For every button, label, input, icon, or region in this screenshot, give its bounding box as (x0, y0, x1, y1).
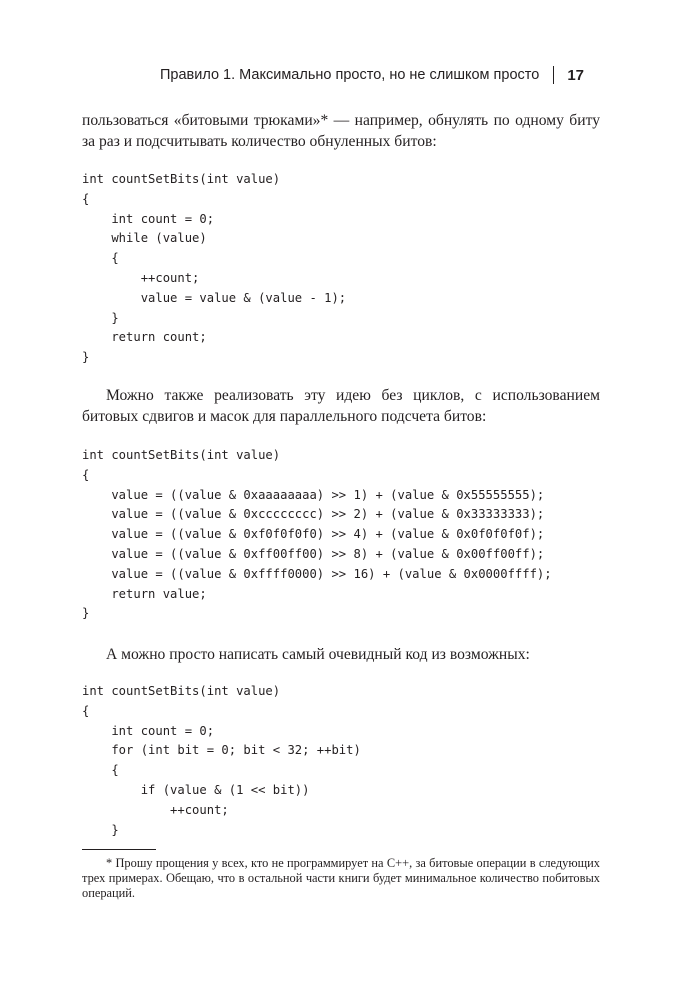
paragraph-parallel-count: Можно также реализовать эту идею без циклов, с использованием битовых сдвигов и масок для параллельного подсчета битов: (82, 387, 600, 425)
code-line: { (82, 191, 90, 206)
footnote: * Прошу прощения у всех, кто не программирует на C++, за битовые операции в следующих трех примерах. Обещаю, что в остальной части книги будет минимальное количество побитовых операций. (82, 856, 600, 900)
code-line: int count = 0; (82, 211, 215, 226)
page-number: 17 (567, 66, 584, 84)
code-line: return count; (82, 330, 207, 345)
footnote-divider (82, 849, 156, 850)
paragraph-bit-tricks: пользоваться «битовыми трюками»* — например, обнулять по одному биту за раз и подсчитывать количество обнуленных битов: (82, 112, 600, 150)
code-block-masks (82, 446, 552, 624)
code-line: int countSetBits(int value) (82, 172, 281, 186)
code-line: value = ((value & 0xf0f0f0f0) >> 4) + (value & 0x0f0f0f0f); (82, 527, 545, 542)
code-line: value = ((value & 0xcccccccc) >> 2) + (value & 0x33333333); (82, 507, 545, 522)
code-line: for (int bit = 0; bit < 32; ++bit) (82, 743, 361, 758)
code-line: if (value & (1 << bit)) (82, 782, 310, 797)
header-divider (553, 66, 554, 84)
code-line: ++count; (82, 270, 200, 285)
code-line: { (82, 703, 90, 718)
code-block-loop (82, 170, 346, 368)
code-line: { (82, 763, 119, 778)
code-line: value = ((value & 0xff00ff00) >> 8) + (value & 0x00ff00ff); (82, 546, 545, 561)
code-line: while (value) (82, 231, 207, 246)
running-header (160, 66, 584, 84)
paragraph-obvious-code: А можно просто написать самый очевидный код из возможных: (106, 646, 530, 663)
running-title: Правило 1. Максимально просто, но не слишком просто (159, 67, 540, 83)
code-line: value = value & (value - 1); (82, 290, 347, 305)
code-line: value = ((value & 0xffff0000) >> 16) + (value & 0x0000ffff); (82, 566, 552, 581)
code-line: int countSetBits(int value) (82, 448, 281, 462)
code-line: } (82, 606, 90, 621)
code-line: int count = 0; (82, 723, 215, 738)
code-line: ++count; (82, 802, 229, 817)
code-line: } (82, 350, 90, 365)
code-line: } (82, 310, 119, 325)
code-line: } (82, 822, 119, 837)
code-line: { (82, 251, 119, 266)
code-line: value = ((value & 0xaaaaaaaa) >> 1) + (value & 0x55555555); (82, 487, 545, 502)
code-line: return value; (82, 586, 207, 601)
code-block-for-loop (82, 682, 361, 840)
code-line: { (82, 467, 90, 482)
code-line: int countSetBits(int value) (82, 684, 281, 698)
